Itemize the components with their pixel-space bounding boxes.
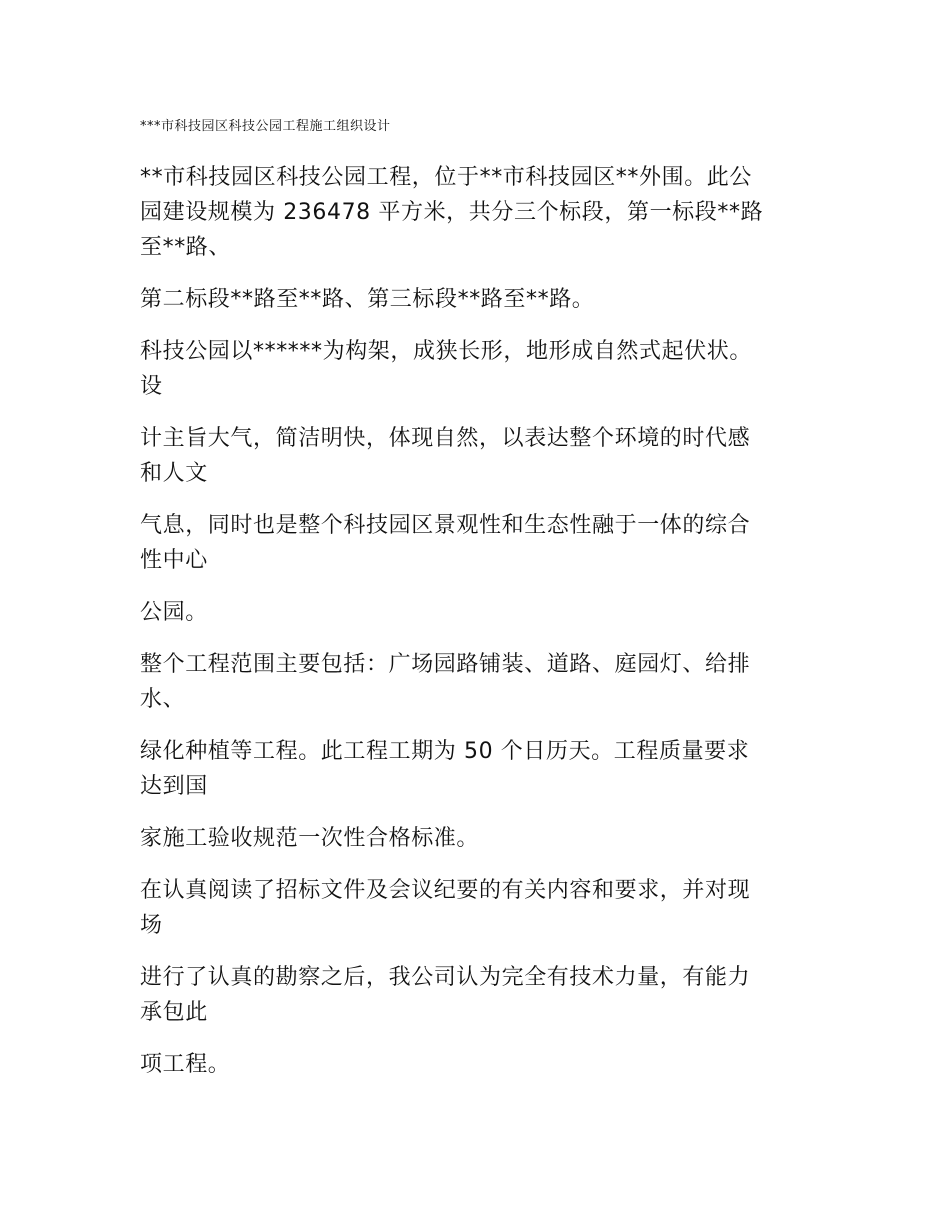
paragraph-line: 水、: [140, 687, 186, 712]
paragraph-line: 气息，同时也是整个科技园区景观性和生态性融于一体的综合: [140, 513, 751, 538]
paragraph-line: 园建设规模为 236478 平方米，共分三个标段，第一标段**路: [140, 200, 764, 225]
paragraph-line: 科技公园以******为构架，成狭长形，地形成自然式起伏状。: [140, 339, 753, 364]
paragraph: [140, 595, 812, 630]
paragraph-line: 进行了认真的勘察之后，我公司认为完全有技术力量，有能力: [140, 965, 751, 990]
paragraph-line: 达到国: [140, 774, 208, 799]
paragraph: [140, 1047, 812, 1082]
paragraph-line: 和人文: [140, 461, 208, 486]
paragraph-line: 绿化种植等工程。此工程工期为 50 个日历天。工程质量要求: [140, 739, 750, 764]
paragraph-line: **市科技园区科技公园工程，位于**市科技园区**外围。此公: [140, 165, 753, 190]
paragraph-line: 设: [140, 374, 163, 399]
paragraph-line: 项工程。: [140, 1052, 231, 1077]
paragraph-line: 整个工程范围主要包括：广场园路铺装、道路、庭园灯、给排: [140, 652, 751, 677]
paragraph: [140, 647, 812, 717]
paragraph-line: 家施工验收规范一次性合格标准。: [140, 826, 480, 851]
paragraph: [140, 821, 812, 856]
paragraph: [140, 960, 812, 1030]
paragraph: [140, 734, 812, 804]
document-title: ***市科技园区科技公园工程施工组织设计: [140, 119, 391, 134]
paragraph: [140, 334, 812, 404]
paragraph-line: 公园。: [140, 600, 208, 625]
paragraph-line: 至**路、: [140, 235, 232, 260]
paragraph: [140, 421, 812, 491]
paragraph: [140, 160, 812, 265]
paragraph-line: 在认真阅读了招标文件及会议纪要的有关内容和要求，并对现: [140, 878, 751, 903]
paragraph: [140, 873, 812, 943]
paragraph-line: 性中心: [140, 548, 208, 573]
document-body: [140, 160, 812, 1099]
paragraph-line: 第二标段**路至**路、第三标段**路至**路。: [140, 287, 595, 312]
paragraph-line: 计主旨大气，简洁明快，体现自然，以表达整个环境的时代感: [140, 426, 751, 451]
paragraph-line: 场: [140, 913, 163, 938]
paragraph: [140, 508, 812, 578]
paragraph: [140, 282, 812, 317]
paragraph-line: 承包此: [140, 1000, 208, 1025]
